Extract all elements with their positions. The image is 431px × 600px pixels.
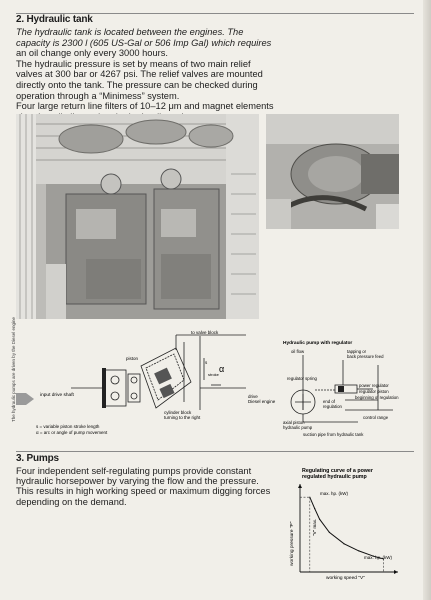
page-edge [423,0,431,600]
chart-series-line [310,497,384,559]
chart-point [344,543,345,544]
chart-point [314,508,315,509]
chart-point [319,519,320,520]
text-line: Four independent self-regulating pumps provide constant [16,466,252,476]
regulator-diagram-title: Hydraulic pump with regulator [283,341,353,346]
text-line: The hydraulic tank is located between the engines. The [16,27,244,37]
text-line: valves at 300 bar or 4267 psi. The relief valves are mounted [16,69,263,80]
label-drive: drive [248,394,258,399]
text-line: an oil change only every 3000 hours. [16,48,168,59]
label-cylinder-block: cylinder block [164,410,192,415]
label-piston: piston [126,356,139,361]
label-power-regulator: power regulator [359,383,389,388]
chart-annotation-top: max. hp. (kW) [320,491,349,496]
label-axial-piston: axial piston [283,420,305,425]
label-input-drive-shaft: input drive shaft [40,393,74,398]
pump-photo-illustration [266,114,399,229]
pump-detail-photo [266,114,399,229]
label-beginning-of-regulation: beginning of regulation [355,395,399,400]
label-regulator-spring: regulator spring [287,376,317,381]
chart-ylabel: working pressure "P" [290,521,295,566]
text-line: The hydraulic pressure is set by means of two main relief [16,58,251,69]
label-suction-pipe: suction pipe from hydraulic tank [303,432,364,437]
hydraulic-tank-text [16,27,414,122]
label-hydraulic-pump: hydraulic pump [283,425,313,430]
label-end-of: end of [323,399,335,404]
text-line: operation through a “Minimess” system. [16,90,180,101]
chart-annotation-vmax: "V" max. [312,518,317,536]
label-stroke: stroke [208,372,219,377]
chart-point [309,497,310,498]
chart-point [329,532,330,533]
label-back-pressure: back pressure feed [347,354,384,359]
regulating-curve-chart [286,466,404,584]
label-oil-flow: oil flow [291,349,305,354]
pump-regulator-diagram [283,340,403,450]
chart-title-line-2: regulated hydraulic pump [302,474,367,480]
section-title-pumps: 3. Pumps [16,453,59,464]
hydraulic-tank-photo [16,114,259,319]
text-line: Four large return line filters of 10–12 μm and magnet elements [16,101,274,112]
chart-x-arrow [394,570,398,574]
label-regulator-piston: regulator piston [359,389,389,394]
side-caption-text: The hydraulic pumps are driven by the Diesel engine [11,316,16,422]
text-line: capacity is 2300 l (605 US-Gal or 506 Imp Gal) which requires [16,37,272,48]
label-tapping: tapping or [347,349,367,354]
chart-xlabel: working speed "V" [326,576,365,581]
label-diesel-engine: Diesel engine [248,399,276,404]
section-rule-pumps [16,451,414,452]
text-line: depending on the demand. [16,496,127,507]
pumps-text [16,466,284,507]
section-title-hydraulic-tank: 2. Hydraulic tank [16,14,93,25]
text-line: This results in high working speed or maximum digging forces [16,486,271,497]
tank-photo-illustration [16,114,259,319]
chart-annotation-bottom: max. hp. (kW) [364,555,393,560]
chart-title-line-1: Regulating curve of a power [302,468,373,474]
text-line: hydraulic horsepower by varying the flow and the pressure. [16,476,259,487]
label-to-valve-block: to valve block [191,330,219,335]
chart-y-arrow [298,484,302,488]
label-regulation: regulation [323,404,342,409]
text-line: directly onto the tank. The pressure can be checked during [16,79,258,90]
chart-point [358,550,359,551]
label-alpha: α [219,364,225,374]
label-turning-right: turning to the right [164,415,201,420]
legend-alpha: α = arc or angle of pump movement [36,430,108,435]
pump-section-diagram [16,330,281,442]
label-control-range: control range [363,415,389,420]
legend-s: s = variable piston stroke length [36,424,100,429]
label-s: s [205,360,208,365]
